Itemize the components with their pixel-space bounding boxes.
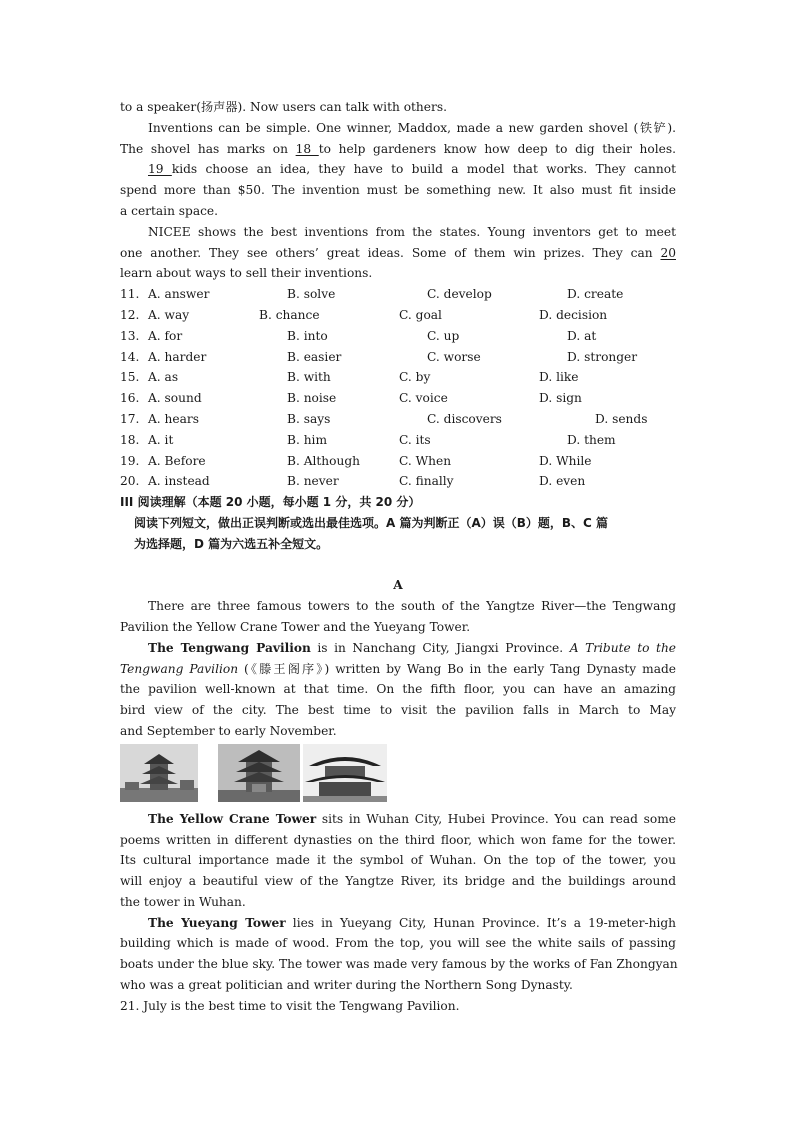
option-d[interactable]: D. sends (595, 411, 648, 426)
option-d[interactable]: D. at (567, 328, 597, 343)
question-number: 19. (120, 453, 140, 468)
section-heading: III 阅读理解（本题 20 小题，每小题 1 分，共 20 分） (120, 495, 421, 510)
question-number: 12. (120, 307, 140, 322)
option-c[interactable]: C. goal (399, 307, 442, 322)
passage-line: Tengwang Pavilion (《滕王阁序》) written by Wang Bo in the early Tang Dynasty made (120, 661, 676, 676)
option-a[interactable]: A. Before (148, 453, 206, 468)
option-d[interactable]: D. sign (539, 391, 582, 406)
yueyang-tower-photo (303, 744, 387, 802)
option-d[interactable]: D. While (539, 453, 592, 468)
option-row (120, 471, 676, 492)
question-number: 15. (120, 370, 140, 385)
question-number: 16. (120, 391, 140, 406)
option-row (120, 305, 676, 326)
option-a[interactable]: A. sound (148, 391, 202, 406)
option-b[interactable]: B. him (287, 432, 328, 447)
option-d[interactable]: D. create (567, 287, 624, 302)
option-c[interactable]: C. discovers (427, 411, 502, 426)
instructions: 阅读下列短文，做出正误判断或选出最佳选项。A 篇为判断正（A）误（B）题，B、C 篇 (134, 515, 609, 530)
question-number: 14. (120, 349, 140, 364)
blank-18: 18 (295, 141, 319, 156)
option-a[interactable]: A. as (148, 370, 179, 385)
option-c[interactable]: C. its (399, 432, 431, 447)
option-c[interactable]: C. develop (427, 287, 492, 302)
option-d[interactable]: D. like (539, 370, 579, 385)
tengwang-pavilion-photo (120, 744, 198, 802)
passage-line: poems written in different dynasties on the third floor, which won fame for the tower. (120, 832, 676, 847)
option-b[interactable]: B. chance (259, 307, 320, 322)
option-a[interactable]: A. instead (148, 474, 210, 489)
passage-line: The Yellow Crane Tower sits in Wuhan City, Hubei Province. You can read some (148, 811, 676, 826)
option-c[interactable]: C. finally (399, 474, 454, 489)
document-page (120, 97, 676, 1017)
option-b[interactable]: B. into (287, 328, 328, 343)
passage-line: will enjoy a beautiful view of the Yangtze River, its bridge and the buildings around (120, 874, 676, 889)
option-c[interactable]: C. by (399, 370, 431, 385)
option-row (120, 367, 676, 388)
passage-line: one another. They see others’ great ideas. Some of them win prizes. They can 20 (120, 245, 676, 260)
passage-line: the pavilion well-known at that time. On the fifth floor, you can have an amazing (120, 682, 676, 697)
passage-line: The Tengwang Pavilion is in Nanchang City, Jiangxi Province. A Tribute to the (148, 640, 677, 655)
option-row (120, 326, 676, 347)
option-d[interactable]: D. them (567, 432, 616, 447)
question-21: 21. July is the best time to visit the Tengwang Pavilion. (120, 998, 460, 1013)
option-d[interactable]: D. decision (539, 307, 608, 322)
question-number: 20. (120, 474, 140, 489)
option-row (120, 430, 676, 451)
tower-name: The Tengwang Pavilion (148, 640, 311, 655)
passage-line: NICEE shows the best inventions from the states. Young inventors get to meet (148, 224, 676, 239)
passage-line: bird view of the city. The best time to visit the pavilion falls in March to May (120, 703, 676, 718)
blank-20: 20 (660, 245, 676, 260)
option-row (120, 284, 676, 305)
option-a[interactable]: A. harder (148, 349, 207, 364)
option-b[interactable]: B. says (287, 411, 331, 426)
option-b[interactable]: B. never (287, 474, 339, 489)
option-d[interactable]: D. even (539, 474, 586, 489)
option-b[interactable]: B. with (287, 370, 331, 385)
passage-line: to a speaker(扬声器). Now users can talk with others. (120, 100, 447, 114)
passage-line: and September to early November. (120, 723, 337, 738)
passage-line: The Yueyang Tower lies in Yueyang City, Hunan Province. It’s a 19-meter-high (148, 915, 676, 930)
passage-line: boats under the blue sky. The tower was made very famous by the works of Fan Zhongyan (120, 957, 678, 972)
option-a[interactable]: A. it (148, 432, 174, 447)
option-c[interactable]: C. worse (427, 349, 481, 364)
option-a[interactable]: A. way (148, 307, 190, 322)
option-b[interactable]: B. Although (287, 453, 360, 468)
instructions: 为选择题，D 篇为六选五补全短文。 (134, 536, 329, 551)
option-d[interactable]: D. stronger (567, 349, 638, 364)
question-number: 18. (120, 432, 140, 447)
passage-line: a certain space. (120, 203, 219, 218)
option-a[interactable]: A. hears (148, 411, 199, 426)
option-c[interactable]: C. voice (399, 391, 448, 406)
option-row (120, 409, 676, 430)
option-a[interactable]: A. for (148, 328, 183, 343)
option-row (120, 347, 676, 368)
tower-name: The Yueyang Tower (148, 915, 286, 930)
passage-line: 19 kids choose an idea, they have to build a model that works. They cannot (148, 162, 676, 177)
options-list (120, 284, 676, 492)
tower-photos (120, 744, 676, 806)
passage-line: building which is made of wood. From the top, you will see the white sails of passing (120, 936, 676, 951)
blank-19: 19 (148, 162, 172, 177)
question-number: 13. (120, 328, 140, 343)
passage-line: the tower in Wuhan. (120, 894, 246, 909)
tower-name: The Yellow Crane Tower (148, 811, 317, 826)
option-b[interactable]: B. easier (287, 349, 342, 364)
passage-line: learn about ways to sell their inventions. (120, 266, 373, 281)
passage-line: spend more than $50. The invention must be something new. It also must fit inside (120, 183, 676, 198)
passage-line: There are three famous towers to the south of the Yangtze River—the Tengwang (148, 599, 676, 614)
option-c[interactable]: C. up (427, 328, 460, 343)
passage-line: who was a great politician and writer during the Northern Song Dynasty. (120, 978, 573, 993)
passage-line: Inventions can be simple. One winner, Maddox, made a new garden shovel (铁铲). (148, 120, 676, 135)
option-a[interactable]: A. answer (148, 287, 210, 302)
yellow-crane-tower-photo (218, 744, 300, 802)
passage-line: The shovel has marks on 18 to help gardeners know how deep to dig their holes. (120, 141, 676, 156)
option-row (120, 451, 676, 472)
passage-line: Its cultural importance made it the symbol of Wuhan. On the top of the tower, you (120, 853, 676, 868)
option-b[interactable]: B. solve (287, 287, 336, 302)
passage-label: A (393, 578, 403, 593)
option-b[interactable]: B. noise (287, 391, 337, 406)
option-row (120, 388, 676, 409)
passage-line: Pavilion the Yellow Crane Tower and the Yueyang Tower. (120, 619, 471, 634)
option-c[interactable]: C. When (399, 453, 452, 468)
question-number: 11. (120, 287, 140, 302)
question-number: 17. (120, 411, 140, 426)
